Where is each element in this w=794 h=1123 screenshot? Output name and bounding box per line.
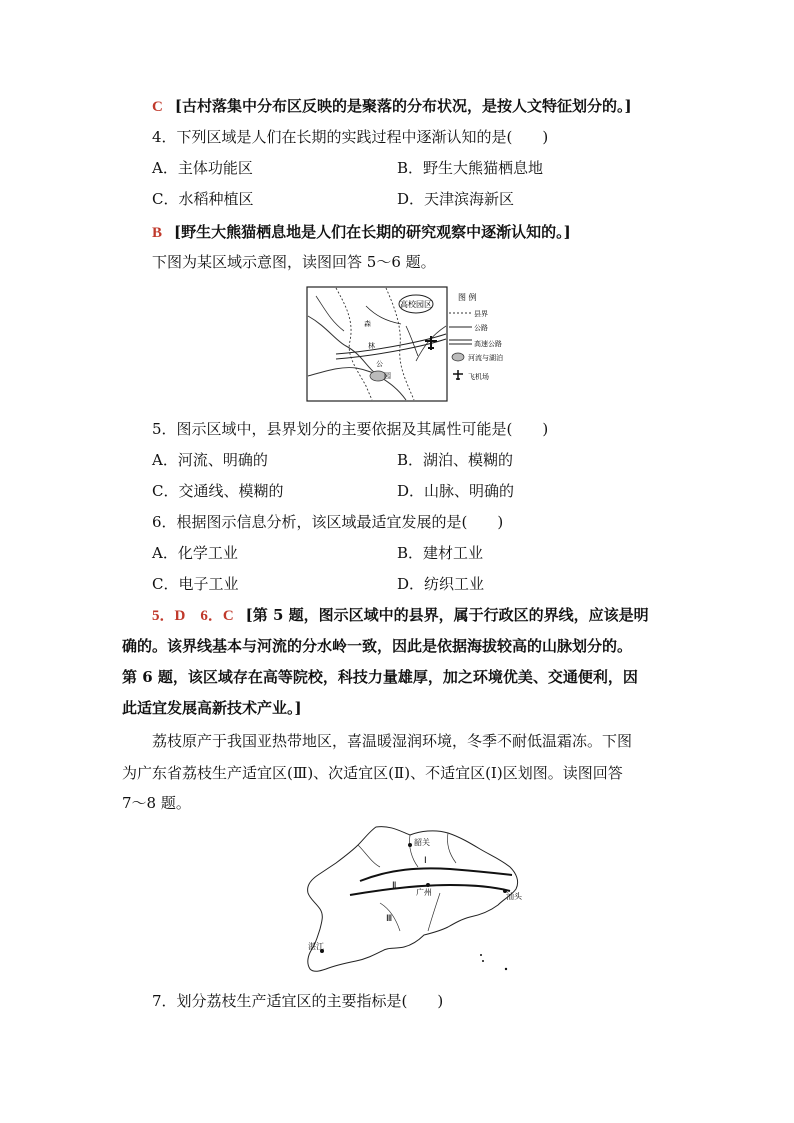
legend-road: 公路: [474, 324, 488, 332]
city-guangzhou: 广州: [416, 888, 432, 897]
legend-highway: 高速公路: [474, 340, 502, 348]
litchi-intro-2: 为广东省荔枝生产适宜区(Ⅲ)、次适宜区(Ⅱ)、不适宜区(Ⅰ)区划图。读图回答: [122, 764, 623, 782]
ans56-text-4: 此适宜发展高新技术产业。]: [122, 699, 302, 717]
q5-option-b: B．湖泊、模糊的: [397, 451, 514, 469]
q3-answer-line: [152, 96, 632, 117]
zone-3-label: Ⅲ: [386, 914, 393, 924]
q6-option-b: B．建材工业: [397, 544, 484, 562]
q5-stem: 5．图示区域中，县界划分的主要依据及其属性可能是( ): [152, 420, 549, 438]
q4-stem: 4．下列区域是人们在长期的实践过程中逐渐认知的是( ): [152, 128, 549, 146]
q6-option-d: D．纺织工业: [397, 575, 485, 593]
legend-river-lake: 河流与湖泊: [468, 354, 503, 362]
q6-option-c: C．电子工业: [152, 575, 239, 593]
q6-option-a: A．化学工业: [152, 544, 238, 562]
forest-char-1: 森: [364, 320, 371, 328]
zone-2-label: Ⅱ: [392, 881, 397, 891]
q4-answer-line: [152, 222, 571, 243]
city-shantou: 汕头: [506, 892, 522, 901]
forest-char-3: 公: [376, 360, 383, 368]
q5-option-a: A．河流、明确的: [152, 451, 268, 469]
legend-airport-icon: [453, 370, 463, 380]
q7-stem: 7．划分荔枝生产适宜区的主要指标是( ): [152, 992, 444, 1010]
city-shaoguan: 韶关: [414, 838, 430, 847]
q4-option-c: C．水稻种植区: [152, 190, 254, 208]
ans56-text-1: [第 5 题，图示区域中的县界，属于行政区的界线，应该是明: [245, 606, 649, 624]
ans56-text-3: 第 6 题，该区域存在高等院校，科技力量雄厚，加之环境优美、交通便利，因: [122, 668, 638, 686]
ans56-letters: 5．D 6．C: [152, 608, 234, 624]
legend-airport: 飞机场: [468, 373, 489, 381]
q4-option-d: D．天津滨海新区: [397, 190, 515, 208]
forest-char-2: 林: [368, 342, 375, 350]
legend-county: 县界: [474, 310, 488, 318]
zone-1-label: Ⅰ: [424, 856, 427, 866]
q4-option-a: A．主体功能区: [152, 159, 253, 177]
guangdong-litchi-map: [300, 823, 530, 978]
college-label: 高校园区: [400, 300, 432, 309]
forest-char-4: 园: [384, 372, 391, 380]
q4-answer-letter: B: [152, 225, 163, 241]
q5-option-d: D．山脉、明确的: [397, 482, 515, 500]
legend-title: 图 例: [458, 293, 477, 302]
ans56-text-2: 确的。该界线基本与河流的分水岭一致，因此是依据海拔较高的山脉划分的。: [122, 637, 633, 655]
regional-map: [306, 286, 528, 402]
ans56-line-1: [152, 605, 649, 626]
q4-option-b: B．野生大熊猫栖息地: [397, 159, 544, 177]
litchi-intro-1: 荔枝原产于我国亚热带地区，喜温暖湿润环境，冬季不耐低温霜冻。下图: [152, 732, 633, 750]
q5-option-c: C．交通线、模糊的: [152, 482, 284, 500]
q3-answer-letter: C: [152, 99, 163, 115]
city-zhanjiang: 湛江: [308, 942, 324, 951]
q4-answer-explanation: [野生大熊猫栖息地是人们在长期的研究观察中逐渐认知的。]: [174, 223, 571, 241]
q6-stem: 6．根据图示信息分析，该区域最适宜发展的是( ): [152, 513, 504, 531]
q3-answer-explanation: [古村落集中分布区反映的是聚落的分布状况，是按人文特征划分的。]: [174, 97, 632, 115]
q5-6-intro: 下图为某区域示意图，读图回答 5～6 题。: [152, 253, 436, 271]
litchi-intro-3: 7～8 题。: [122, 794, 191, 812]
